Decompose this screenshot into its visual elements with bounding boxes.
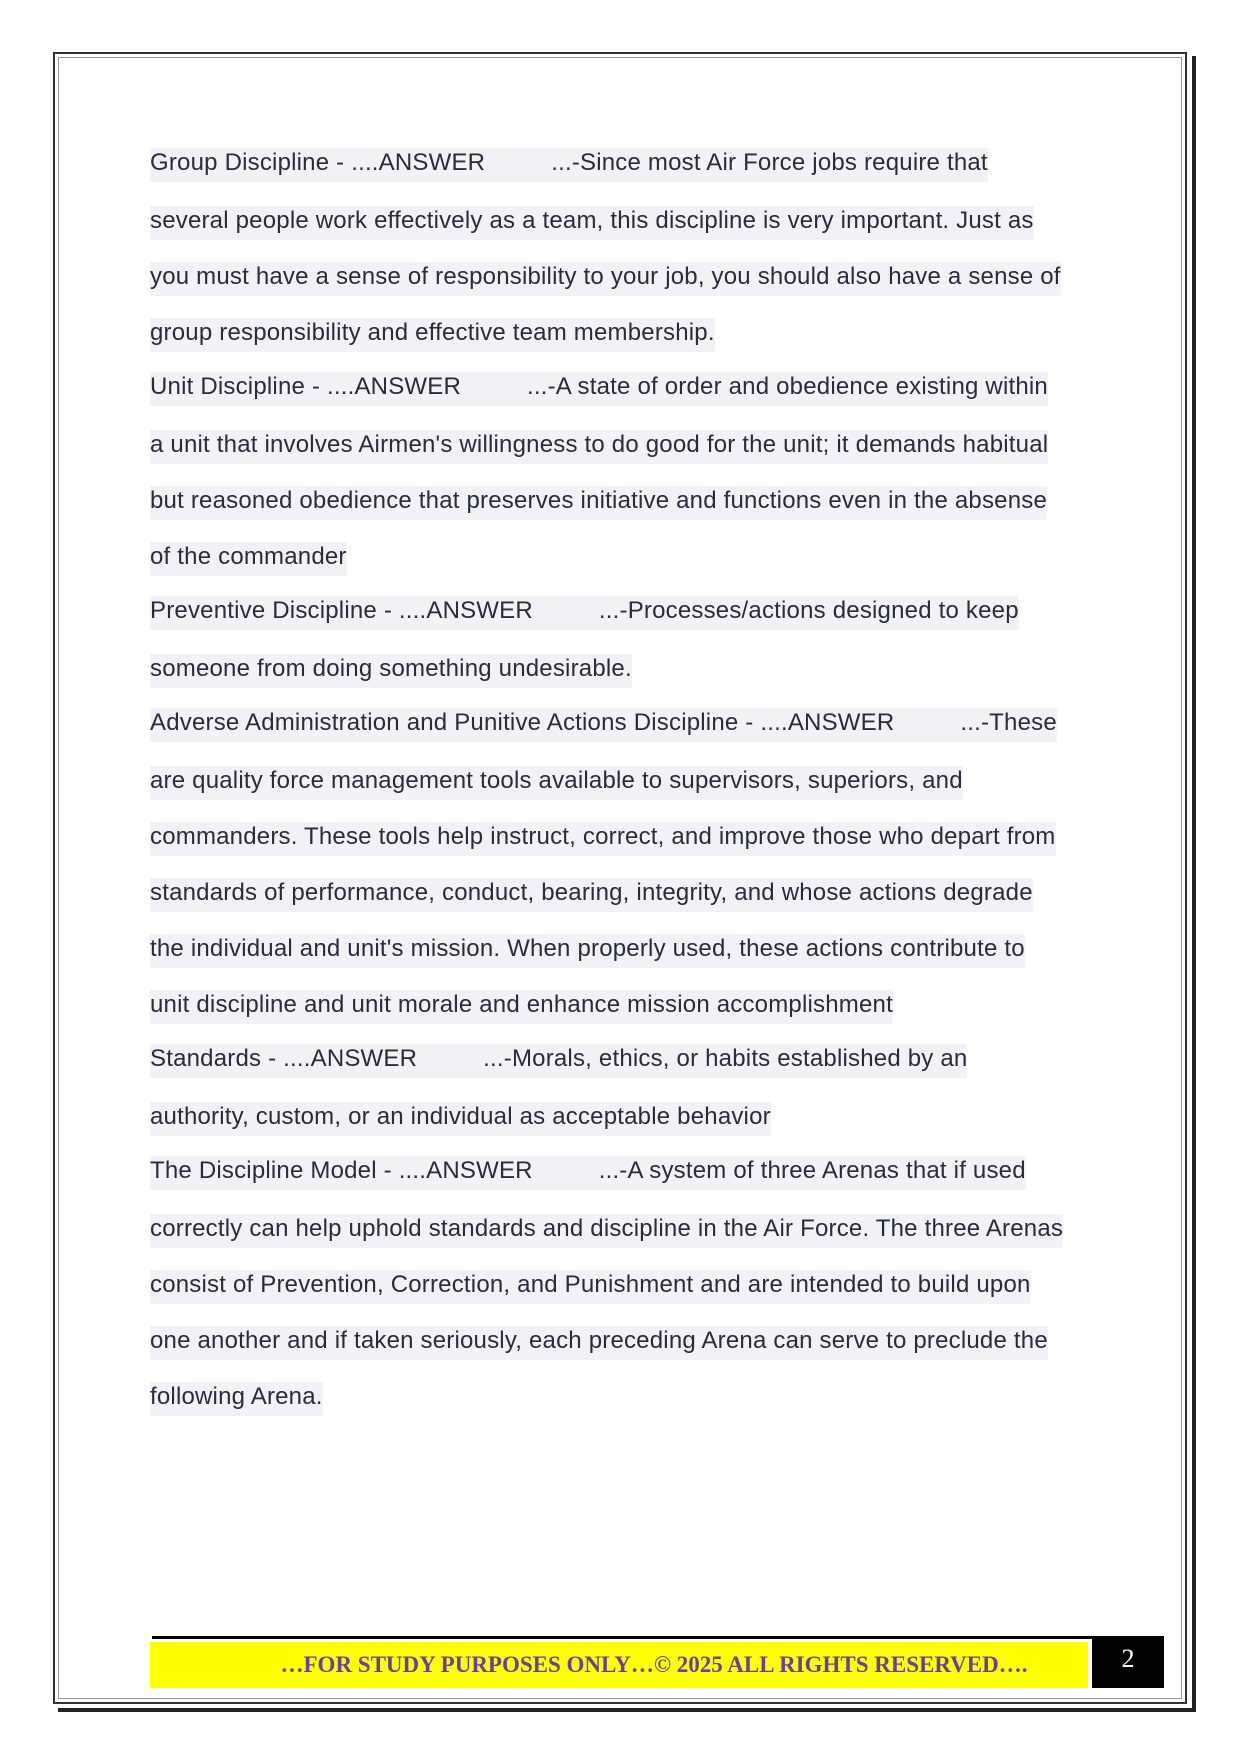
entry-heading-line: [150, 708, 1057, 742]
entry-term: Unit Discipline - ....ANSWER: [150, 373, 461, 400]
entry-group-discipline: [150, 148, 1095, 352]
entry-text-line: unit discipline and unit morale and enhance mission accomplishment: [150, 990, 893, 1024]
footer-text: …FOR STUDY PURPOSES ONLY…© 2025 ALL RIGHTS RESERVED….: [280, 1652, 1028, 1677]
entry-answer-start: ...-Processes/actions designed to keep: [598, 597, 1019, 624]
entry-text-line: of the commander: [150, 542, 347, 576]
entry-text-line: one another and if taken seriously, each preceding Arena can serve to preclude the: [150, 1326, 1048, 1360]
footer-rule: [152, 1636, 1094, 1639]
entry-term: Adverse Administration and Punitive Actions Discipline - ....ANSWER: [150, 709, 895, 736]
document-body: [150, 148, 1095, 1416]
entry-term: Standards - ....ANSWER: [150, 1045, 418, 1072]
page-number: 2: [1092, 1636, 1164, 1688]
entry-text-line: standards of performance, conduct, bearing, integrity, and whose actions degrade: [150, 878, 1033, 912]
entry-answer-start: ...-A state of order and obedience existing within: [527, 373, 1048, 400]
entry-text-line: someone from doing something undesirable.: [150, 654, 632, 688]
entry-text-line: a unit that involves Airmen's willingness to do good for the unit; it demands habitual: [150, 430, 1048, 464]
entry-text-line: several people work effectively as a team, this discipline is very important. Just as: [150, 206, 1034, 240]
footer-banner: [150, 1642, 1088, 1688]
entry-discipline-model: [150, 1156, 1095, 1416]
entry-answer-start: ...-These: [960, 709, 1057, 736]
entry-heading-line: [150, 372, 1048, 406]
entry-text-line: but reasoned obedience that preserves initiative and functions even in the absense: [150, 486, 1047, 520]
entry-text-line: consist of Prevention, Correction, and Punishment and are intended to build upon: [150, 1270, 1031, 1304]
entry-text-line: commanders. These tools help instruct, correct, and improve those who depart from: [150, 822, 1056, 856]
entry-term: Group Discipline - ....ANSWER: [150, 149, 486, 176]
entry-text-line: you must have a sense of responsibility to your job, you should also have a sense of: [150, 262, 1061, 296]
entry-heading-line: [150, 148, 988, 182]
entry-text-line: are quality force management tools available to supervisors, superiors, and: [150, 766, 963, 800]
entry-text-line: group responsibility and effective team membership.: [150, 318, 715, 352]
entry-heading-line: [150, 1044, 967, 1078]
entry-heading-line: [150, 1156, 1026, 1190]
entry-term: Preventive Discipline - ....ANSWER: [150, 597, 533, 624]
entry-text-line: the individual and unit's mission. When properly used, these actions contribute to: [150, 934, 1025, 968]
entry-preventive-discipline: [150, 596, 1095, 688]
entry-heading-line: [150, 596, 1019, 630]
entry-answer-start: ...-A system of three Arenas that if used: [598, 1157, 1026, 1184]
entry-text-line: correctly can help uphold standards and discipline in the Air Force. The three Arenas: [150, 1214, 1063, 1248]
entry-adverse-administration: [150, 708, 1095, 1024]
entry-answer-start: ...-Morals, ethics, or habits established by an: [483, 1045, 968, 1072]
entry-text-line: authority, custom, or an individual as acceptable behavior: [150, 1102, 771, 1136]
entry-answer-start: ...-Since most Air Force jobs require that: [551, 149, 988, 176]
entry-text-line: following Arena.: [150, 1382, 323, 1416]
entry-standards: [150, 1044, 1095, 1136]
entry-term: The Discipline Model - ....ANSWER: [150, 1157, 533, 1184]
entry-unit-discipline: [150, 372, 1095, 576]
